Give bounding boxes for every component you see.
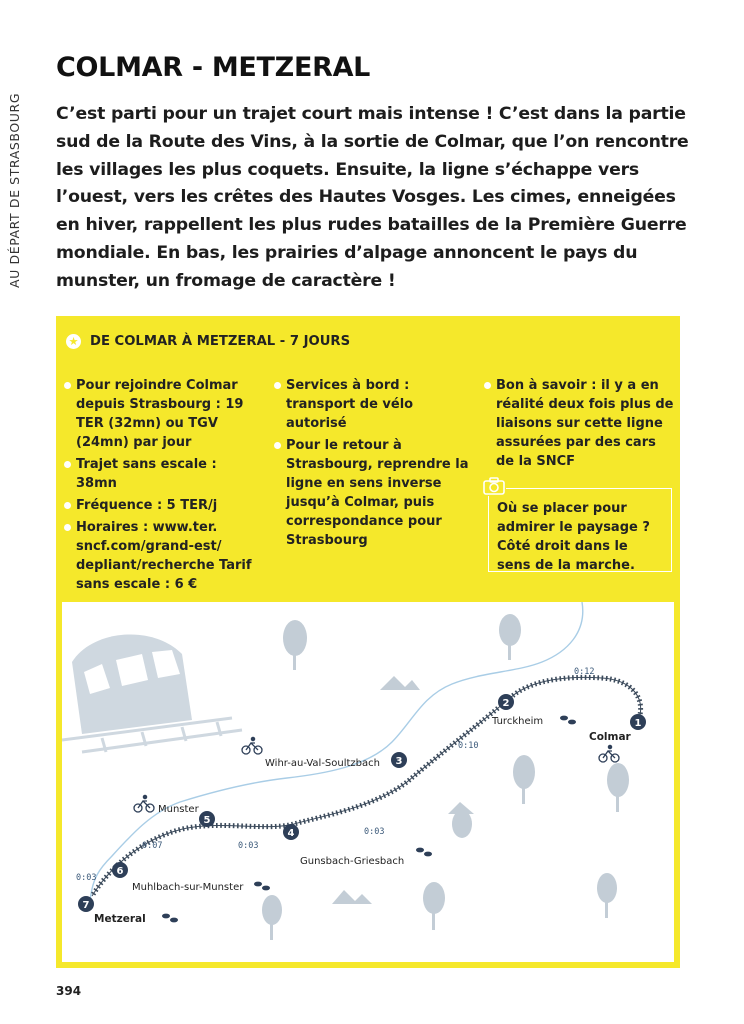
svg-text:6: 6	[116, 866, 124, 877]
info-box	[56, 316, 680, 968]
svg-text:7: 7	[82, 900, 90, 911]
info-column-3	[484, 376, 676, 474]
page-title: COLMAR - METZERAL	[56, 52, 371, 83]
info-item: Fréquence : 5 TER/j	[64, 496, 254, 515]
svg-text:3: 3	[395, 756, 403, 767]
footprints-icon	[254, 882, 270, 891]
svg-text:4: 4	[287, 828, 295, 839]
station-label-munster: Munster	[158, 804, 199, 815]
station-label-gunsbach: Gunsbach-Griesbach	[300, 856, 405, 867]
svg-text:5: 5	[203, 815, 211, 826]
travel-time: 0:10	[458, 741, 479, 751]
station-label-muhlbach: Muhlbach-sur-Munster	[132, 882, 244, 893]
info-column-1	[64, 376, 254, 597]
intro-paragraph: C’est parti pour un trajet court mais intense ! C’est dans la partie sud de la Route des Vins, à la sortie de Colmar, que l’on rencontre les villages les plus coquets. Ensuite, la ligne s’échappe vers l’ouest, vers les crêtes des Hautes Vosges. Les cimes, enneigées en hiver, rappellent les plus rudes batailles de la Première Guerre mondiale. En bas, les prairies d’alpage annoncent le pays du munster, un fromage de caractère !	[56, 104, 689, 291]
route-map-illustration	[62, 602, 674, 962]
footprints-icon	[560, 716, 576, 725]
viewing-tip-box: Où se placer pour admirer le paysage ? Côté droit dans le sens de la marche.	[488, 488, 672, 572]
travel-time: 0:07	[142, 841, 163, 851]
bike-icon	[599, 745, 619, 762]
info-box-title	[66, 334, 350, 349]
svg-text:2: 2	[502, 698, 510, 709]
info-item: Trajet sans escale : 38mn	[64, 455, 254, 493]
bike-icon	[242, 737, 262, 754]
station-label-turckheim: Turckheim	[492, 716, 544, 727]
star-icon: ★	[66, 334, 81, 349]
footprints-icon	[162, 914, 178, 923]
travel-time: 0:12	[574, 667, 595, 677]
station-label-wihr: Wihr-au-Val-Soultzbach	[265, 758, 380, 769]
station-label-metzeral: Metzeral	[94, 913, 146, 925]
info-item: Pour le retour à Strasbourg, reprendre la ligne en sens inverse jusqu’à Colmar, puis correspondance pour Strasbourg	[274, 436, 470, 550]
info-item: Services à bord : transport de vélo autorisé	[274, 376, 470, 433]
travel-time: 0:03	[364, 827, 385, 837]
svg-text:1: 1	[634, 718, 642, 729]
travel-time: 0:03	[76, 873, 97, 883]
route-map	[62, 602, 674, 962]
travel-time: 0:03	[238, 841, 259, 851]
train-illustration	[62, 634, 242, 752]
info-item: Pour rejoindre Colmar depuis Strasbourg : 19 TER (32mn) ou TGV (24mn) par jour	[64, 376, 254, 452]
mountain-icon	[332, 676, 474, 904]
info-item: Horaires : www.ter. sncf.com/grand-est/ depliant/recherche Tarif sans escale : 6 €	[64, 518, 254, 594]
bike-icon	[134, 795, 154, 812]
info-box-title-text: DE COLMAR À METZERAL - 7 JOURS	[90, 334, 351, 349]
info-column-2	[274, 376, 470, 553]
station-label-colmar: Colmar	[589, 731, 631, 743]
footprints-icon	[416, 848, 432, 857]
section-side-label: AU DÉPART DE STRASBOURG	[7, 92, 22, 288]
camera-icon	[482, 476, 506, 496]
info-item: Bon à savoir : il y a en réalité deux fois plus de liaisons sur cette ligne assurées par des cars de la SNCF	[484, 376, 676, 471]
tree-icon	[262, 614, 629, 940]
page-number: 394	[56, 984, 82, 998]
